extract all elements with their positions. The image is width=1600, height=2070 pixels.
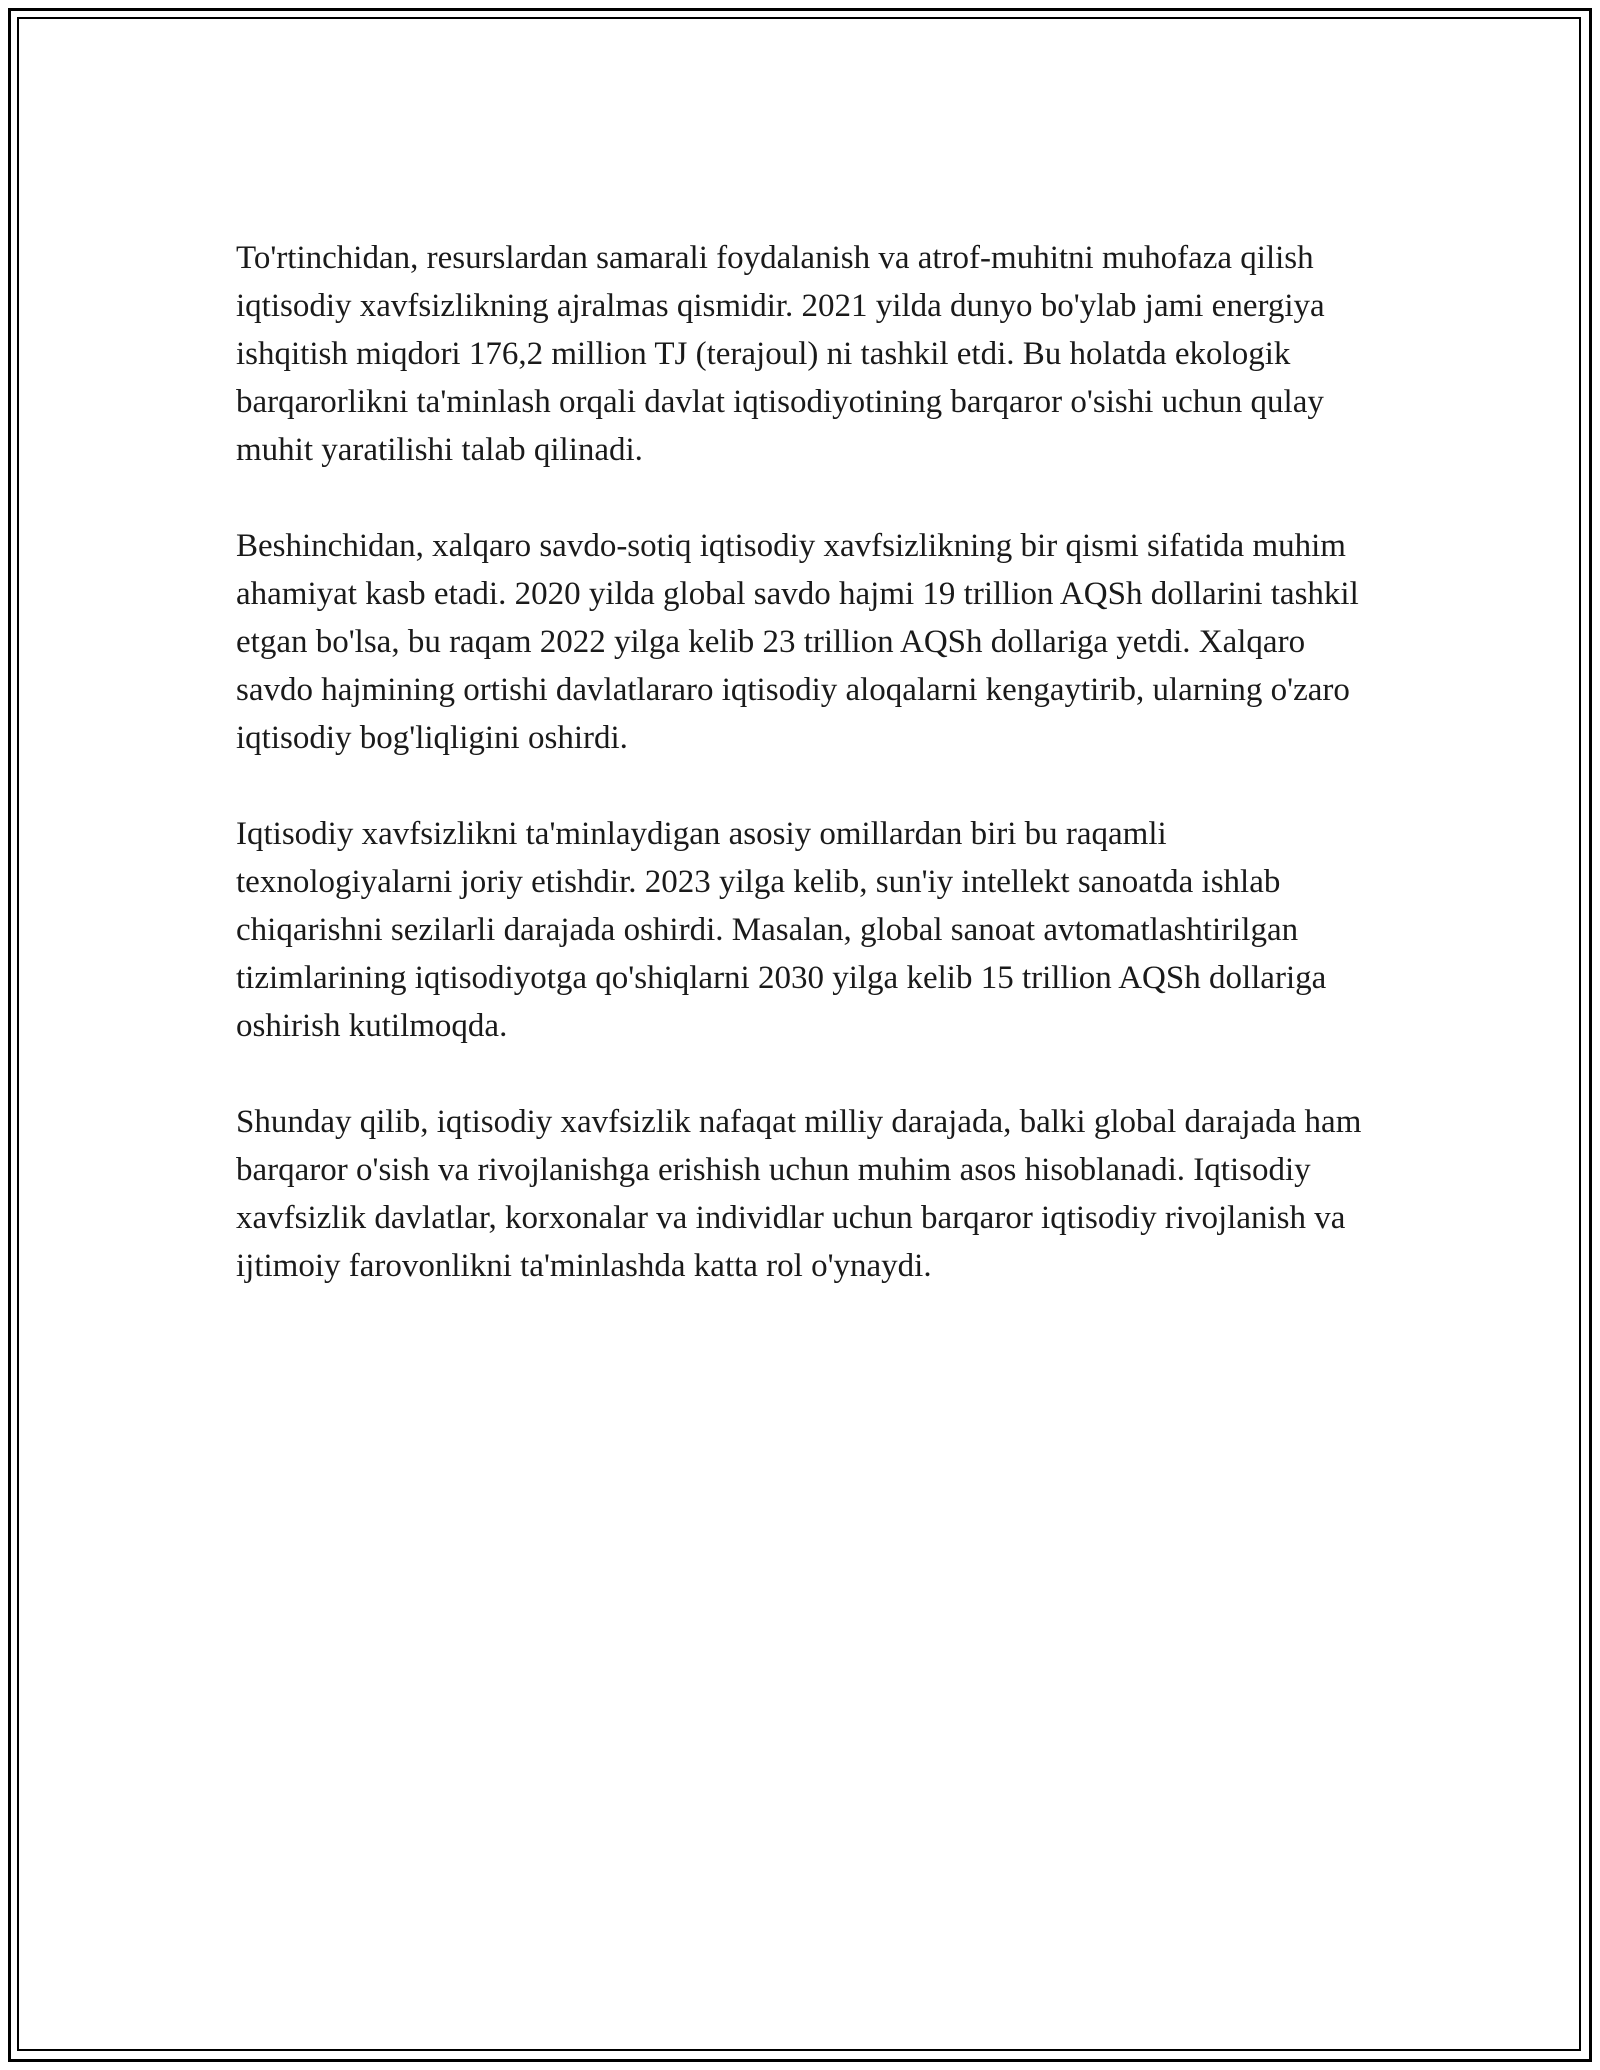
- paragraph-digital-tech: Iqtisodiy xavfsizlikni ta'minlaydigan asosiy omillardan biri bu raqamli texnologiyalarni joriy etishdir. 2023 yilga kelib, sun'iy intellekt sanoatda ishlab chiqarishni sezilarli darajada oshirdi. Masalan, global sanoat avtomatlashtirilgan tizimlarining iqtisodiyotga qo'shiqlarni 2030 yilga kelib 15 trillion AQSh dollariga oshirish kutilmoqda.: [236, 816, 1327, 1044]
- paragraph-conclusion: Shunday qilib, iqtisodiy xavfsizlik nafaqat milliy darajada, balki global darajada ham barqaror o'sish va rivojlanishga erishish uchun muhim asos hisoblanadi. Iqtisodiy xavfsizlik davlatlar, korxonalar va individlar uchun barqaror iqtisodiy rivojlanish va ijtimoiy farovonlikni ta'minlashda katta rol o'ynaydi.: [236, 1104, 1362, 1284]
- paragraph-trade: Beshinchidan, xalqaro savdo-sotiq iqtisodiy xavfsizlikning bir qismi sifatida muhim ahamiyat kasb etadi. 2020 yilda global savdo hajmi 19 trillion AQSh dollarini tashkil etgan bo'lsa, bu raqam 2022 yilga kelib 23 trillion AQSh dollariga yetdi. Xalqaro savdo hajmining ortishi davlatlararo iqtisodiy aloqalarni kengaytirib, ularning o'zaro iqtisodiy bog'liqligini oshirdi.: [236, 528, 1359, 756]
- paragraph-resources: To'rtinchidan, resurslardan samarali foydalanish va atrof-muhitni muhofaza qilish iqtisodiy xavfsizlikning ajralmas qismidir. 2021 yilda dunyo bo'ylab jami energiya ishqitish miqdori 176,2 million TJ (terajoul) ni tashkil etdi. Bu holatda ekologik barqarorlikni ta'minlash orqali davlat iqtisodiyotining barqaror o'sishi uchun qulay muhit yaratilishi talab qilinadi.: [236, 240, 1325, 468]
- document-body: [236, 234, 1366, 1290]
